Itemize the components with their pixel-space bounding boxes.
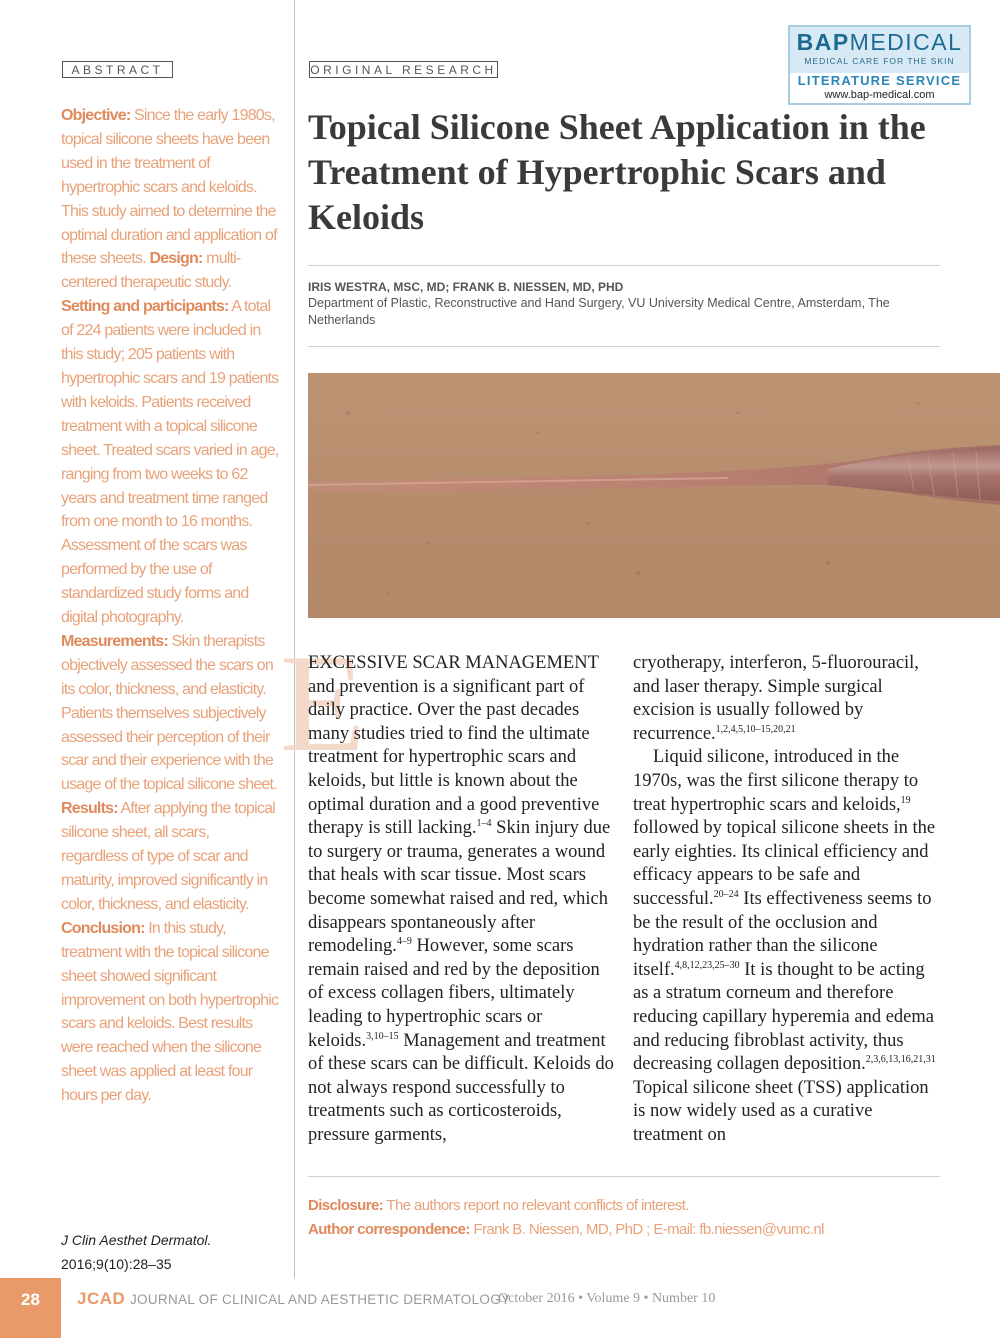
abstract-section-label: ABSTRACT <box>62 61 173 78</box>
bap-tagline: MEDICAL CARE FOR THE SKIN <box>804 56 955 66</box>
disclosure-block: Disclosure: The authors report no relevant conflicts of interest. Author correspondence: Frank B. Niessen, MD, PhD ; E-mail: fb.niessen@vumc.nl <box>308 1197 824 1238</box>
bap-url[interactable]: www.bap-medical.com <box>824 89 935 101</box>
issue-info: October 2016 • Volume 9 • Number 10 <box>498 1291 716 1306</box>
affiliation: Department of Plastic, Reconstructive and Hand Surgery, VU University Medical Centre, Amsterdam, The Netherlands <box>308 296 890 327</box>
authors: IRIS WESTRA, MSC, MD; FRANK B. NIESSEN, MD, PHD <box>308 280 624 294</box>
bap-logo: BAPMEDICAL <box>796 29 963 55</box>
correspondence-email[interactable]: Frank B. Niessen, MD, PhD ; E-mail: fb.niessen@vumc.nl <box>469 1221 824 1238</box>
body-column-2: cryotherapy, interferon, 5-fluorouracil, and laser therapy. Simple surgical excision is usually followed by recurrence.$^{1,2,4,5,10-15,20,21}$ Liquid silicone, introduced in the 1970s, was the first silicone therapy to treat hypertrophic scars and keloids,$^{19}$ followed by topical silicone sheets in the early eighties. Its clinical efficiency and efficacy appears to be safe and successful.$^{20-24}$ Its effectiveness seems to be the result of the occlusion and hydration rather than the silicone itself.$^{4,8,12,23,25-30}$ It is thought to be acting as a stratum corneum and therefore reducing capillary hyperemia and edema and reducing fibroblast activity, thus decreasing collagen deposition.$^{2,3,6,13,16,21,31}$ Topical silicone sheet (TSS) application is now widely used as a curative treatment on <box>633 653 936 1145</box>
bap-medical-badge[interactable] <box>788 25 971 105</box>
divider <box>308 265 940 266</box>
page-number: 28 <box>0 1278 61 1338</box>
divider <box>308 1176 940 1177</box>
journal-name: JOURNAL OF CLINICAL AND AESTHETIC DERMATOLOGY <box>130 1292 511 1307</box>
citation: J Clin Aesthet Dermatol. 2016;9(10):28–35 <box>61 1232 212 1272</box>
jcad-logo: JCAD <box>77 1289 126 1308</box>
article-title: Topical Silicone Sheet Application in the Treatment of Hypertrophic Scars and Keloids <box>308 107 926 237</box>
original-research-label: ORIGINAL RESEARCH <box>310 63 497 77</box>
drop-cap: E <box>280 626 366 781</box>
divider <box>308 346 940 347</box>
literature-service-label: LITERATURE SERVICE <box>797 73 962 88</box>
abstract-text: Objective: Since the early 1980s, topical silicone sheets have been used in the treatment of hypertrophic scars and keloids. This study aimed to determine the optimal duration and application of these sheets. Design: multi-centered therapeutic study. Setting and participants: A total of 224 patients were included in this study; 205 patients with hypertrophic scars and 19 patients with keloids. Patients received treatment with a topical silicone sheet. Treated scars varied in age, ranging from two weeks to 62 years and treatment time ranged from one month to 16 months. Assessment of the scars was performed by the use of standardized study forms and digital photography. Measurements: Skin therapists objectively assessed the scars on its color, thickness, and elasticity. Patients themselves subjectively assessed their perception of their scar and their experience with the usage of the topical silicone sheet. Results: After applying the topical silicone sheet, all scars, regardless of type of scar and maturity, improved significantly in color, thickness, and elasticity. Conclusion: In this study, treatment with the topical silicone sheet showed significant improvement on both hypertrophic scars and keloids. Best results were reached when the silicone sheet was applied at least four hours per day. <box>61 107 279 1105</box>
badge-header <box>790 27 969 73</box>
scar-photo <box>308 373 1000 618</box>
body-column-1: EXCESSIVE SCAR MANAGEMENT and prevention is a significant part of daily practice. Over the past decades many studies tried to find the ultimate treatment for hypertrophic scars and keloids, but little is known about the optimal duration and a good preventive therapy is still lacking.$^{1-4}$ Skin injury due to surgery or trauma, generates a wound that heals with scar tissue. Most scars become somewhat raised and red, which disappears spontaneously after remodeling.$^{4-9}$ However, some scars remain raised and red by the deposition of excess collagen fibers, ultimately leading to hypertrophic scars or keloids.$^{3,10-15}$ Management and treatment of these scars can be difficult. Keloids do not always respond successfully to treatments such as corticosteroids, pressure garments, <box>308 653 614 1145</box>
